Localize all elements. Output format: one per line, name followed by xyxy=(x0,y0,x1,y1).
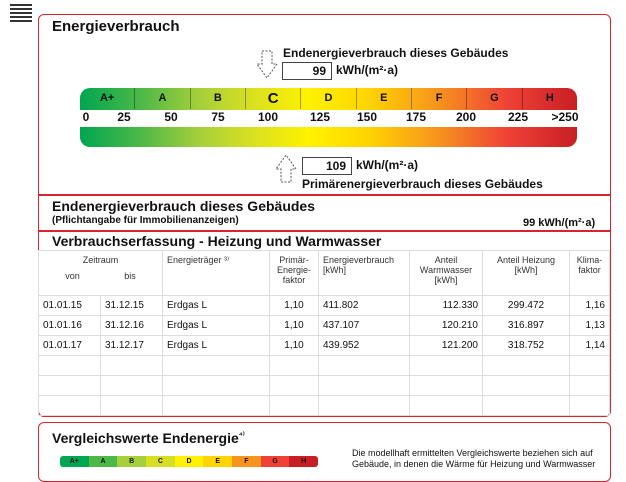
primary-consumption-label: Primärenergieverbrauch dieses Gebäudes xyxy=(302,177,543,191)
consumption-table xyxy=(38,250,610,416)
section4-text-line1: Die modellhaft ermittelten Vergleichswerte beziehen sich auf xyxy=(352,448,593,458)
building-consumption-value: 99 xyxy=(282,62,332,80)
table-row-empty xyxy=(39,356,610,376)
arrow-down-icon xyxy=(256,50,278,80)
cell-warmwasser: 121.200 xyxy=(410,336,483,356)
section2-value: 99 kWh/(m²·a) xyxy=(523,217,596,229)
cell-verbrauch: 439.952 xyxy=(319,336,410,356)
page-title: Energieverbrauch xyxy=(52,18,180,35)
section4-text-line2: Gebäude, in denen die Wärme für Heizung und Warmwasser xyxy=(352,459,596,469)
cell-klima: 1,13 xyxy=(570,316,610,336)
class-label: A+ xyxy=(80,88,135,109)
section3-title: Verbrauchserfassung - Heizung und Warmwasser xyxy=(52,233,382,249)
energy-classes xyxy=(80,88,577,109)
class-label: F xyxy=(412,88,467,109)
cell-bis: 31.12.16 xyxy=(101,316,163,336)
section4-title-text: Vergleichswerte Endenergie xyxy=(52,430,239,446)
cell-faktor: 1,10 xyxy=(270,336,319,356)
class-label: D xyxy=(301,88,356,109)
header-zeitraum-label: Zeitraum xyxy=(82,255,119,265)
cell-von: 01.01.17 xyxy=(39,336,101,356)
mini-class: H xyxy=(289,456,318,467)
mini-class: A xyxy=(89,456,118,467)
cell-warmwasser: 120.210 xyxy=(410,316,483,336)
cell-bis: 31.12.17 xyxy=(101,336,163,356)
header-warmwasser: Anteil Warmwasser [kWh] xyxy=(410,251,483,296)
building-consumption-label: Endenergieverbrauch dieses Gebäudes xyxy=(283,46,509,60)
mini-energy-scale xyxy=(60,456,318,467)
table-row xyxy=(39,296,610,316)
header-von: von xyxy=(65,271,80,281)
cell-heizung: 318.752 xyxy=(483,336,570,356)
class-label: C xyxy=(246,88,301,109)
mini-class: B xyxy=(117,456,146,467)
mini-class: A+ xyxy=(60,456,89,467)
cell-traeger: Erdgas L xyxy=(163,336,270,356)
scale-tick: 200 xyxy=(455,110,477,124)
section2-subtitle: (Pflichtangabe für Immobilienanzeigen) xyxy=(52,215,239,226)
scale-tick: 125 xyxy=(309,110,331,124)
section2-title: Endenergieverbrauch dieses Gebäudes xyxy=(52,198,315,214)
scale-tick: 175 xyxy=(405,110,427,124)
header-klima: Klima- faktor xyxy=(570,251,610,296)
menu-icon[interactable] xyxy=(10,4,32,22)
cell-traeger: Erdgas L xyxy=(163,296,270,316)
mini-class: C xyxy=(146,456,175,467)
header-verbrauch: Energieverbrauch [kWh] xyxy=(319,251,410,296)
header-energietraeger: Energieträger ³⁾ xyxy=(163,251,270,296)
mini-class: G xyxy=(261,456,290,467)
scale-tick: 225 xyxy=(507,110,529,124)
arrow-up-icon xyxy=(275,153,297,183)
header-primaer: Primär- Energie- faktor xyxy=(270,251,319,296)
table-row-empty xyxy=(39,396,610,416)
scale-tick: 75 xyxy=(211,110,225,124)
table-row xyxy=(39,316,610,336)
cell-verbrauch: 411.802 xyxy=(319,296,410,316)
section-divider xyxy=(38,194,611,196)
cell-von: 01.01.16 xyxy=(39,316,101,336)
cell-bis: 31.12.15 xyxy=(101,296,163,316)
cell-klima: 1,16 xyxy=(570,296,610,316)
building-consumption-unit: kWh/(m²·a) xyxy=(336,63,398,77)
footnote-mark: ⁴⁾ xyxy=(238,430,245,440)
cell-heizung: 316.897 xyxy=(483,316,570,336)
section-divider xyxy=(38,230,611,232)
scale-tick: 100 xyxy=(257,110,279,124)
table-row-empty xyxy=(39,376,610,396)
scale-tick: 25 xyxy=(117,110,131,124)
cell-heizung: 299.472 xyxy=(483,296,570,316)
scale-tick: 0 xyxy=(82,110,90,124)
cell-verbrauch: 437.107 xyxy=(319,316,410,336)
cell-von: 01.01.15 xyxy=(39,296,101,316)
cell-faktor: 1,10 xyxy=(270,316,319,336)
primary-consumption-unit: kWh/(m²·a) xyxy=(356,158,418,172)
scale-tick: 150 xyxy=(356,110,378,124)
cell-faktor: 1,10 xyxy=(270,296,319,316)
class-label: B xyxy=(191,88,246,109)
cell-klima: 1,14 xyxy=(570,336,610,356)
mini-class: E xyxy=(203,456,232,467)
scale-tick: >250 xyxy=(551,110,579,124)
class-label: G xyxy=(467,88,522,109)
header-heizung: Anteil Heizung [kWh] xyxy=(483,251,570,296)
class-label: H xyxy=(545,92,554,104)
header-bis: bis xyxy=(124,271,136,281)
section4-title xyxy=(52,430,245,446)
mini-class: D xyxy=(175,456,204,467)
cell-warmwasser: 112.330 xyxy=(410,296,483,316)
class-label: E xyxy=(357,88,412,109)
table-row xyxy=(39,336,610,356)
primary-consumption-value: 109 xyxy=(302,157,352,175)
cell-traeger: Erdgas L xyxy=(163,316,270,336)
mini-class: F xyxy=(232,456,261,467)
scale-tick: 50 xyxy=(164,110,178,124)
class-label: A xyxy=(135,88,190,109)
header-zeitraum xyxy=(39,251,163,296)
